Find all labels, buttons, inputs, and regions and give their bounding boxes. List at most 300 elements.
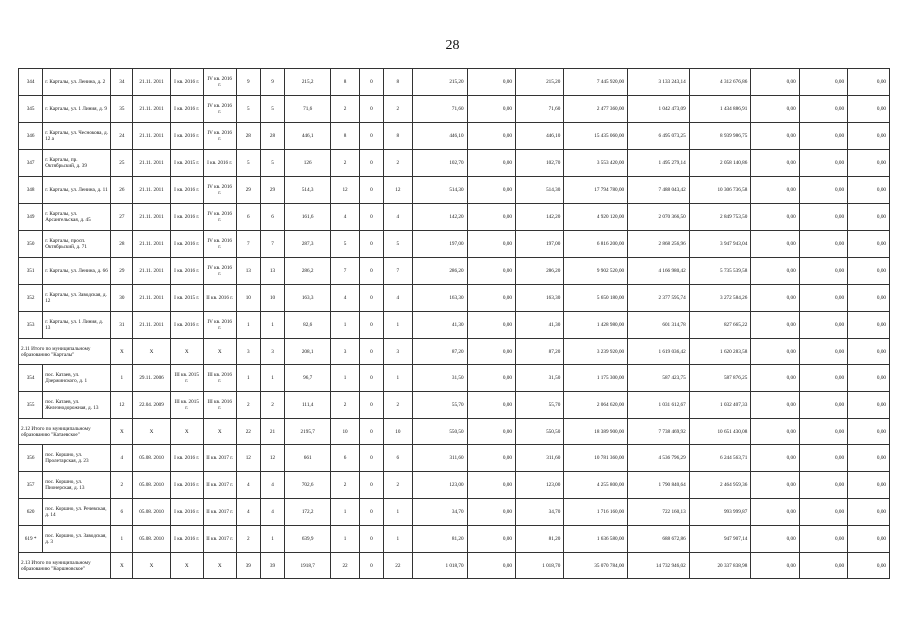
table-cell: 142,20 bbox=[412, 204, 467, 231]
table-cell: 0 bbox=[359, 204, 383, 231]
table-cell: 9 902 520,00 bbox=[564, 258, 628, 285]
table-cell: 21.11. 2011 bbox=[133, 177, 170, 204]
table-cell: 7 738 469,92 bbox=[628, 419, 690, 445]
table-cell: 0 bbox=[359, 472, 383, 499]
table-cell: 5 bbox=[236, 96, 260, 123]
table-cell: 0,00 bbox=[799, 69, 847, 96]
table-cell: 2195,7 bbox=[285, 419, 331, 445]
table-cell: II кв. 2017 г. bbox=[203, 499, 236, 526]
table-cell: X bbox=[170, 419, 203, 445]
row-number: 356 bbox=[19, 445, 43, 472]
table-cell: I кв. 2015 г. bbox=[170, 285, 203, 312]
table-cell: 05.08. 2010 bbox=[133, 526, 170, 553]
table-cell: 21 bbox=[260, 419, 284, 445]
address-cell: пос. Катаев, ул. Дзержинского, д. 1 bbox=[43, 365, 111, 392]
table-cell: 0,00 bbox=[751, 96, 799, 123]
table-cell: 8 bbox=[384, 123, 413, 150]
table-cell: 601 314,78 bbox=[628, 312, 690, 339]
table-cell: 0,00 bbox=[751, 285, 799, 312]
table-cell: 0,00 bbox=[467, 392, 515, 419]
table-cell: 34 bbox=[111, 69, 133, 96]
table-row bbox=[19, 312, 890, 339]
table-cell: I кв. 2016 г. bbox=[170, 204, 203, 231]
table-cell: 1 042 473,09 bbox=[628, 96, 690, 123]
table-cell: IV кв. 2016 г. bbox=[203, 231, 236, 258]
row-number: 352 bbox=[19, 285, 43, 312]
address-cell: пос. Коршно, ул. Заводская, д. 3 bbox=[43, 526, 111, 553]
table-row bbox=[19, 204, 890, 231]
table-cell: 142,20 bbox=[515, 204, 563, 231]
table-cell: 10 781 360,00 bbox=[564, 445, 628, 472]
row-number: 349 bbox=[19, 204, 43, 231]
table-cell: 10 bbox=[236, 285, 260, 312]
table-row bbox=[19, 177, 890, 204]
table-cell: 41,30 bbox=[515, 312, 563, 339]
table-cell: 1 bbox=[331, 526, 360, 553]
table-cell: I кв. 2016 г. bbox=[170, 69, 203, 96]
table-cell: 550,50 bbox=[515, 419, 563, 445]
table-cell: III кв. 2016 г. bbox=[203, 392, 236, 419]
table-cell: 29 bbox=[111, 258, 133, 285]
table-cell: 3 bbox=[384, 339, 413, 365]
row-number: 353 bbox=[19, 312, 43, 339]
table-cell: 446,10 bbox=[412, 123, 467, 150]
table-cell: II кв. 2017 г. bbox=[203, 472, 236, 499]
table-cell: 0 bbox=[359, 419, 383, 445]
table-cell: 24 bbox=[111, 123, 133, 150]
table-cell: 2 bbox=[384, 96, 413, 123]
table-cell: 1 bbox=[236, 312, 260, 339]
table-cell: 55,70 bbox=[515, 392, 563, 419]
table-cell: 163,30 bbox=[515, 285, 563, 312]
table-cell: 4 bbox=[331, 204, 360, 231]
table-cell: I кв. 2015 г. bbox=[170, 150, 203, 177]
table-cell: 0,00 bbox=[751, 419, 799, 445]
table-cell: 1 bbox=[384, 312, 413, 339]
table-cell: 0 bbox=[359, 96, 383, 123]
table-cell: 0 bbox=[359, 445, 383, 472]
table-cell: 0,00 bbox=[751, 339, 799, 365]
table-cell: 14 732 946,02 bbox=[628, 553, 690, 579]
table-cell: 22 bbox=[236, 419, 260, 445]
table-cell: 5 bbox=[236, 150, 260, 177]
table-cell: 2 bbox=[384, 392, 413, 419]
table-cell: 0,00 bbox=[751, 312, 799, 339]
table-cell: 96,7 bbox=[285, 365, 331, 392]
table-cell: 7 488 043,42 bbox=[628, 177, 690, 204]
table-cell: I кв. 2016 г. bbox=[170, 177, 203, 204]
table-cell: 0,00 bbox=[467, 526, 515, 553]
table-cell: 3 553 420,00 bbox=[564, 150, 628, 177]
table-cell: 1 018,70 bbox=[515, 553, 563, 579]
row-number: 348 bbox=[19, 177, 43, 204]
table-cell: 6 bbox=[384, 445, 413, 472]
table-cell: 5 735 539,58 bbox=[689, 258, 751, 285]
table-cell: 05.08. 2010 bbox=[133, 499, 170, 526]
table-cell: 5 bbox=[260, 150, 284, 177]
table-cell: X bbox=[133, 339, 170, 365]
table-cell: 71,6 bbox=[285, 96, 331, 123]
table-cell: 0 bbox=[359, 553, 383, 579]
table-cell: 1 636 580,00 bbox=[564, 526, 628, 553]
table-cell: 0 bbox=[359, 69, 383, 96]
address-cell: пос. Катаев, ул. Железнодорожная, д. 13 bbox=[43, 392, 111, 419]
table-cell: I кв. 2016 г. bbox=[170, 312, 203, 339]
table-cell: X bbox=[133, 419, 170, 445]
table-cell: I кв. 2016 г. bbox=[170, 231, 203, 258]
table-cell: 0 bbox=[359, 123, 383, 150]
table-cell: 21.11. 2011 bbox=[133, 69, 170, 96]
table-cell: 2 bbox=[384, 472, 413, 499]
table-cell: 661 bbox=[285, 445, 331, 472]
table-cell: 2 377 595,74 bbox=[628, 285, 690, 312]
table-cell: IV кв. 2016 г. bbox=[203, 204, 236, 231]
table-cell: 1 bbox=[331, 312, 360, 339]
table-cell: 163,3 bbox=[285, 285, 331, 312]
table-cell: 0,00 bbox=[848, 445, 890, 472]
table-row bbox=[19, 123, 890, 150]
table-cell: 2 bbox=[384, 150, 413, 177]
row-number: 354 bbox=[19, 365, 43, 392]
table-cell: 3 bbox=[236, 339, 260, 365]
subtotal-row bbox=[19, 419, 890, 445]
table-cell: 0,00 bbox=[467, 177, 515, 204]
table-cell: 41,30 bbox=[412, 312, 467, 339]
address-cell: г. Карталы, ул. Чеснокова, д. 12 а bbox=[43, 123, 111, 150]
table-cell: 10 bbox=[260, 285, 284, 312]
table-cell: 1 bbox=[384, 365, 413, 392]
table-cell: 2 868 256,96 bbox=[628, 231, 690, 258]
table-cell: 3 bbox=[331, 339, 360, 365]
table-cell: 81,20 bbox=[412, 526, 467, 553]
page-number: 28 bbox=[445, 38, 460, 53]
table-cell: 2 bbox=[111, 472, 133, 499]
table-cell: 4 bbox=[111, 445, 133, 472]
subtotal-label: 2.11 Итого по муниципальному образованию "Карталы" bbox=[19, 339, 111, 365]
table-row bbox=[19, 526, 890, 553]
address-cell: г. Карталы, пр. Октябрьский, д. 39 bbox=[43, 150, 111, 177]
table-cell: 27 bbox=[111, 204, 133, 231]
table-cell: 0,00 bbox=[848, 96, 890, 123]
table-cell: 0,00 bbox=[799, 258, 847, 285]
table-cell: 22 bbox=[331, 553, 360, 579]
table-cell: 993 999,87 bbox=[689, 499, 751, 526]
address-cell: г. Карталы, ул. Ленина, д. 11 bbox=[43, 177, 111, 204]
table-cell: 1 bbox=[111, 365, 133, 392]
table-cell: 550,50 bbox=[412, 419, 467, 445]
table-cell: 1 bbox=[331, 365, 360, 392]
table-cell: 0,00 bbox=[848, 231, 890, 258]
table-cell: 10 306 736,58 bbox=[689, 177, 751, 204]
table-cell: 0,00 bbox=[799, 472, 847, 499]
table-cell: 215,2 bbox=[285, 69, 331, 96]
table-cell: 0,00 bbox=[848, 204, 890, 231]
table-cell: 18 389 900,00 bbox=[564, 419, 628, 445]
table-cell: 12 bbox=[111, 392, 133, 419]
table-cell: 947 907,14 bbox=[689, 526, 751, 553]
address-cell: г. Карталы, ул. Ленина, д. 2 bbox=[43, 69, 111, 96]
row-number: 619 * bbox=[19, 526, 43, 553]
table-cell: 22 bbox=[384, 553, 413, 579]
table-cell: 3 272 584,26 bbox=[689, 285, 751, 312]
table-row bbox=[19, 365, 890, 392]
table-cell: 4 bbox=[384, 204, 413, 231]
table-cell: 39 bbox=[236, 553, 260, 579]
table-body bbox=[19, 69, 890, 579]
table-cell: 13 bbox=[260, 258, 284, 285]
table-cell: 10 bbox=[331, 419, 360, 445]
table-cell: 0,00 bbox=[799, 365, 847, 392]
table-cell: 2 bbox=[331, 96, 360, 123]
address-cell: г. Карталы, ул. Заводская, д. 12 bbox=[43, 285, 111, 312]
table-cell: 0,00 bbox=[467, 419, 515, 445]
table-cell: 0,00 bbox=[467, 150, 515, 177]
table-cell: 0,00 bbox=[467, 258, 515, 285]
table-cell: 2 bbox=[331, 392, 360, 419]
subtotal-row bbox=[19, 553, 890, 579]
table-cell: 2 058 140,86 bbox=[689, 150, 751, 177]
table-cell: 4 bbox=[260, 472, 284, 499]
table-cell: IV кв. 2016 г. bbox=[203, 123, 236, 150]
table-cell: 0,00 bbox=[467, 312, 515, 339]
table-cell: 0,00 bbox=[799, 339, 847, 365]
table-cell: 286,20 bbox=[515, 258, 563, 285]
table-cell: 12 bbox=[384, 177, 413, 204]
table-cell: I кв. 2016 г. bbox=[170, 445, 203, 472]
table-cell: 0,00 bbox=[799, 419, 847, 445]
table-cell: 8 bbox=[384, 69, 413, 96]
table-cell: 6 244 563,71 bbox=[689, 445, 751, 472]
table-cell: 6 bbox=[236, 204, 260, 231]
table-cell: 87,20 bbox=[515, 339, 563, 365]
table-cell: 0,00 bbox=[799, 204, 847, 231]
table-cell: 1 495 279,14 bbox=[628, 150, 690, 177]
table-cell: 7 bbox=[236, 231, 260, 258]
table-cell: 197,00 bbox=[412, 231, 467, 258]
table-cell: 0 bbox=[359, 526, 383, 553]
table-cell: 8 bbox=[331, 69, 360, 96]
table-cell: 0,00 bbox=[467, 445, 515, 472]
table-cell: II кв. 2016 г. bbox=[203, 285, 236, 312]
table-cell: 215,20 bbox=[412, 69, 467, 96]
table-cell: 71,60 bbox=[515, 96, 563, 123]
table-cell: 3 239 920,00 bbox=[564, 339, 628, 365]
table-cell: 0,00 bbox=[848, 365, 890, 392]
table-cell: X bbox=[170, 553, 203, 579]
table-cell: II кв. 2017 г. bbox=[203, 526, 236, 553]
table-cell: 0,00 bbox=[467, 339, 515, 365]
table-cell: X bbox=[111, 553, 133, 579]
table-cell: 5 650 180,00 bbox=[564, 285, 628, 312]
table-cell: 172,2 bbox=[285, 499, 331, 526]
table-cell: 0 bbox=[359, 258, 383, 285]
table-cell: 29.11. 2006 bbox=[133, 365, 170, 392]
address-cell: пос. Коршно, ул. Речевская, д. 14 bbox=[43, 499, 111, 526]
table-cell: 1 619 036,42 bbox=[628, 339, 690, 365]
table-cell: 0,00 bbox=[467, 204, 515, 231]
table-cell: 0,00 bbox=[751, 472, 799, 499]
table-cell: 22.04. 2009 bbox=[133, 392, 170, 419]
table-cell: 0,00 bbox=[467, 553, 515, 579]
table-cell: 6 495 073,25 bbox=[628, 123, 690, 150]
table-cell: I кв. 2016 г. bbox=[203, 150, 236, 177]
table-cell: 26 bbox=[111, 177, 133, 204]
table-cell: I кв. 2016 г. bbox=[170, 258, 203, 285]
table-cell: 722 160,13 bbox=[628, 499, 690, 526]
table-cell: 0,00 bbox=[751, 365, 799, 392]
table-cell: 688 672,86 bbox=[628, 526, 690, 553]
table-cell: 0,00 bbox=[751, 392, 799, 419]
table-cell: 2 bbox=[236, 526, 260, 553]
table-cell: 0,00 bbox=[799, 553, 847, 579]
table-cell: IV кв. 2016 г. bbox=[203, 258, 236, 285]
table-cell: X bbox=[203, 553, 236, 579]
table-cell: 0,00 bbox=[848, 553, 890, 579]
table-cell: 311,60 bbox=[515, 445, 563, 472]
table-cell: 8 939 986,75 bbox=[689, 123, 751, 150]
table-cell: I кв. 2016 г. bbox=[170, 499, 203, 526]
table-cell: 0,00 bbox=[751, 231, 799, 258]
table-cell: 0,00 bbox=[848, 339, 890, 365]
table-row bbox=[19, 69, 890, 96]
table-cell: 2 bbox=[260, 392, 284, 419]
subtotal-label: 2.13 Итого по муниципальному образованию "Коршновское" bbox=[19, 553, 111, 579]
table-cell: 2 064 620,00 bbox=[564, 392, 628, 419]
table-cell: 0,00 bbox=[848, 499, 890, 526]
table-cell: 215,20 bbox=[515, 69, 563, 96]
table-cell: 0 bbox=[359, 365, 383, 392]
table-cell: 81,20 bbox=[515, 526, 563, 553]
table-cell: 21.11. 2011 bbox=[133, 312, 170, 339]
row-number: 357 bbox=[19, 472, 43, 499]
table-cell: 0 bbox=[359, 499, 383, 526]
table-cell: 0 bbox=[359, 339, 383, 365]
table-cell: 6 bbox=[260, 204, 284, 231]
row-number: 351 bbox=[19, 258, 43, 285]
table-cell: 0,00 bbox=[848, 177, 890, 204]
table-cell: 0,00 bbox=[799, 526, 847, 553]
table-cell: 0,00 bbox=[751, 553, 799, 579]
table-cell: 0 bbox=[359, 392, 383, 419]
table-cell: I кв. 2016 г. bbox=[170, 96, 203, 123]
table-cell: X bbox=[203, 419, 236, 445]
table-cell: 31 bbox=[111, 312, 133, 339]
table-cell: 2 849 753,50 bbox=[689, 204, 751, 231]
table-cell: III кв. 2015 г. bbox=[170, 392, 203, 419]
table-cell: X bbox=[111, 419, 133, 445]
table-cell: 82,6 bbox=[285, 312, 331, 339]
subtotal-label: 2.12 Итого по муниципальному образованию "Катаевское" bbox=[19, 419, 111, 445]
housing-register-table bbox=[18, 68, 890, 579]
table-cell: 12 bbox=[331, 177, 360, 204]
table-cell: 287,3 bbox=[285, 231, 331, 258]
table-cell: 1 428 980,00 bbox=[564, 312, 628, 339]
row-number: 346 bbox=[19, 123, 43, 150]
table-cell: 13 bbox=[236, 258, 260, 285]
table-cell: IV кв. 2016 г. bbox=[203, 96, 236, 123]
table-cell: 1 031 612,67 bbox=[628, 392, 690, 419]
table-cell: 311,60 bbox=[412, 445, 467, 472]
table-cell: 208,1 bbox=[285, 339, 331, 365]
table-cell: 9 bbox=[260, 69, 284, 96]
table-cell: 0,00 bbox=[751, 258, 799, 285]
table-cell: 0,00 bbox=[799, 285, 847, 312]
table-cell: 4 bbox=[236, 499, 260, 526]
table-cell: 3 bbox=[260, 339, 284, 365]
table-cell: 0 bbox=[359, 231, 383, 258]
table-cell: 0,00 bbox=[799, 392, 847, 419]
table-cell: IV кв. 2016 г. bbox=[203, 69, 236, 96]
table-cell: 0,00 bbox=[799, 177, 847, 204]
table-cell: 0,00 bbox=[848, 526, 890, 553]
table-cell: 286,20 bbox=[412, 258, 467, 285]
table-cell: 4 bbox=[331, 285, 360, 312]
table-cell: 702,6 bbox=[285, 472, 331, 499]
table-cell: 71,60 bbox=[412, 96, 467, 123]
table-cell: 39 bbox=[260, 553, 284, 579]
table-cell: 25 bbox=[111, 150, 133, 177]
table-cell: 10 bbox=[384, 419, 413, 445]
table-row bbox=[19, 499, 890, 526]
table-cell: 21.11. 2011 bbox=[133, 150, 170, 177]
table-cell: 2 477 360,00 bbox=[564, 96, 628, 123]
table-cell: 0,00 bbox=[467, 123, 515, 150]
table-cell: 0,00 bbox=[751, 150, 799, 177]
table-cell: 0,00 bbox=[467, 365, 515, 392]
table-cell: 35 bbox=[111, 96, 133, 123]
table-cell: 8 bbox=[331, 123, 360, 150]
table-cell: 102,70 bbox=[515, 150, 563, 177]
table-cell: 34,70 bbox=[412, 499, 467, 526]
table-cell: I кв. 2016 г. bbox=[170, 123, 203, 150]
table-cell: 0,00 bbox=[751, 499, 799, 526]
table-cell: 6 816 200,00 bbox=[564, 231, 628, 258]
table-cell: 17 794 780,00 bbox=[564, 177, 628, 204]
table-cell: 161,6 bbox=[285, 204, 331, 231]
table-cell: 1 bbox=[331, 499, 360, 526]
table-cell: IV кв. 2016 г. bbox=[203, 177, 236, 204]
table-cell: 0,00 bbox=[751, 526, 799, 553]
table-cell: IV кв. 2016 г. bbox=[203, 312, 236, 339]
row-number: 345 bbox=[19, 96, 43, 123]
table-cell: 0,00 bbox=[751, 204, 799, 231]
table-cell: 28 bbox=[236, 123, 260, 150]
table-cell: 20 337 838,98 bbox=[689, 553, 751, 579]
table-cell: 31,50 bbox=[412, 365, 467, 392]
table-cell: 0,00 bbox=[848, 123, 890, 150]
table-cell: 827 665,22 bbox=[689, 312, 751, 339]
table-cell: 286,2 bbox=[285, 258, 331, 285]
table-cell: 7 bbox=[331, 258, 360, 285]
table-cell: 123,00 bbox=[412, 472, 467, 499]
table-cell: 29 bbox=[260, 177, 284, 204]
table-cell: 1 175 300,00 bbox=[564, 365, 628, 392]
table-cell: X bbox=[133, 553, 170, 579]
table-cell: 0,00 bbox=[848, 69, 890, 96]
table-cell: 9 bbox=[236, 69, 260, 96]
table-cell: 126 bbox=[285, 150, 331, 177]
table-cell: 0,00 bbox=[848, 150, 890, 177]
table-cell: 2 bbox=[331, 150, 360, 177]
table-cell: 1 790 840,64 bbox=[628, 472, 690, 499]
table-cell: 21.11. 2011 bbox=[133, 231, 170, 258]
table-cell: 34,70 bbox=[515, 499, 563, 526]
table-row bbox=[19, 285, 890, 312]
table-cell: 1 434 886,91 bbox=[689, 96, 751, 123]
table-row bbox=[19, 231, 890, 258]
table-cell: 0,00 bbox=[467, 231, 515, 258]
address-cell: г. Карталы, ул. Ленина, д. 66 bbox=[43, 258, 111, 285]
